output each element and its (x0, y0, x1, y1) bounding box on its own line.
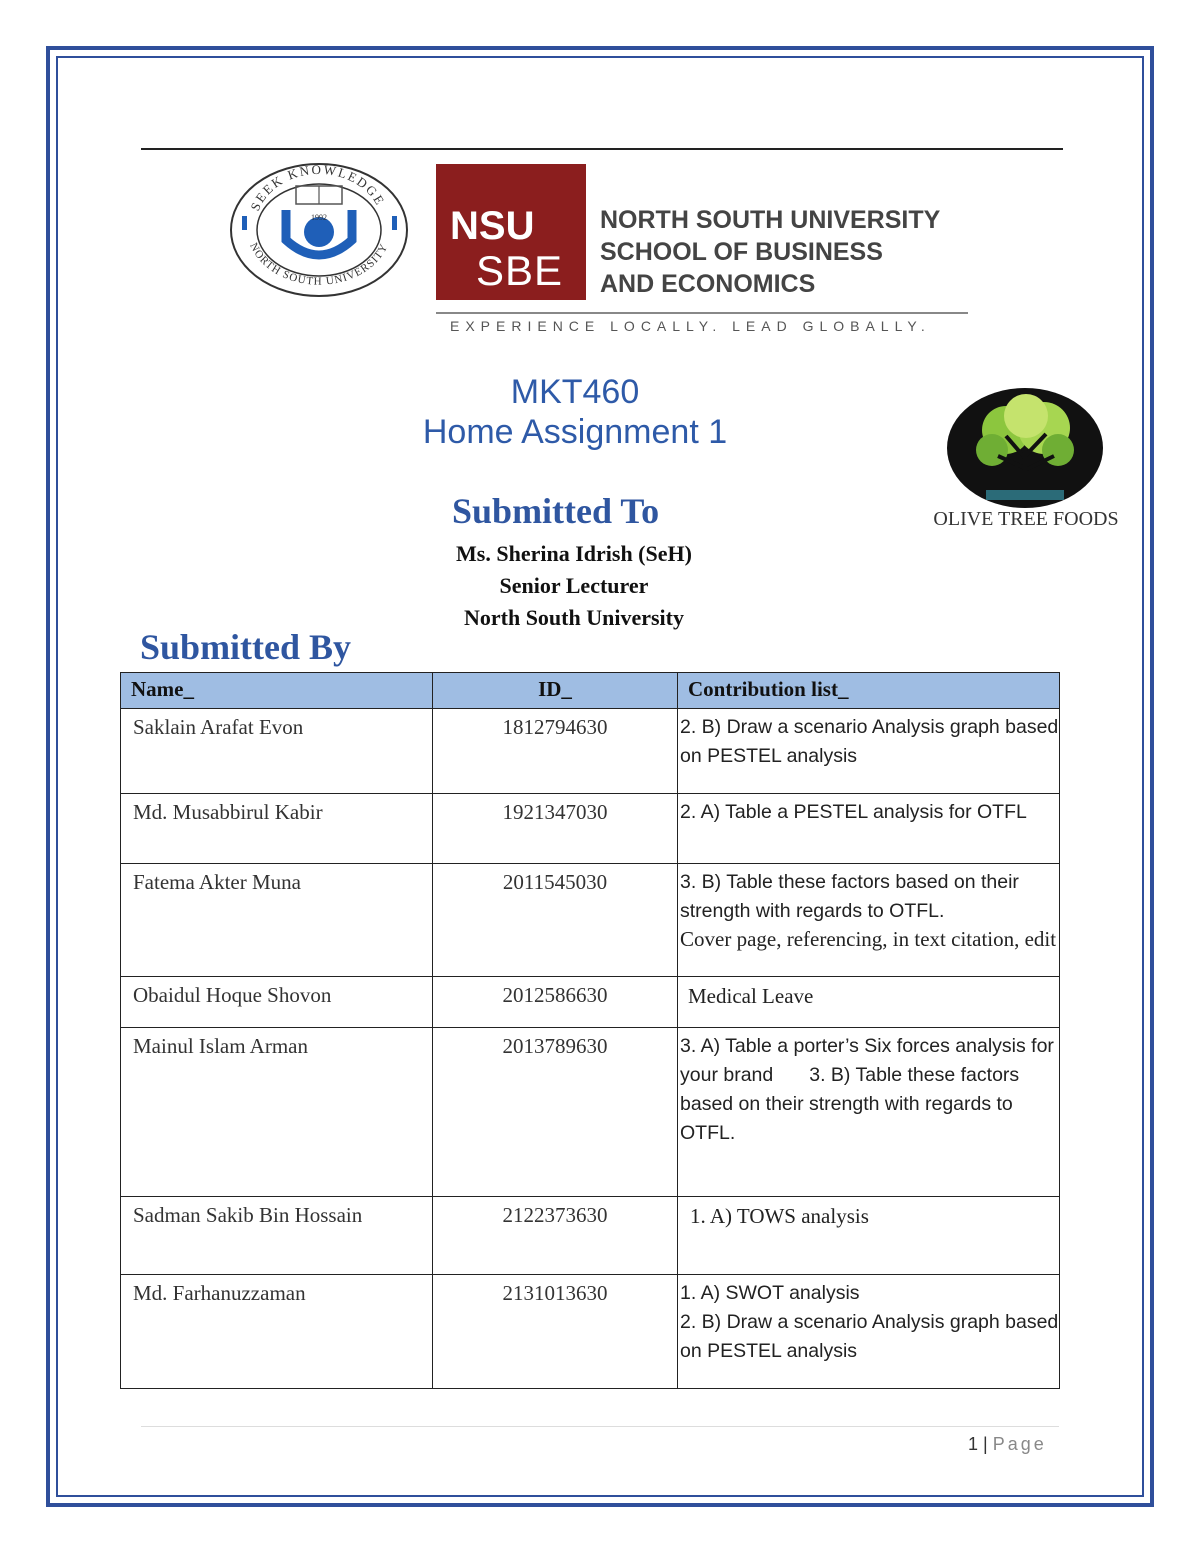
nsu-seal-logo (226, 160, 412, 300)
footer-rule (141, 1426, 1059, 1427)
member-id: 1921347030 (433, 794, 678, 864)
contribution-table (120, 672, 1060, 1389)
instructor-position: Senior Lecturer (499, 573, 649, 598)
contribution-line: Medical Leave (688, 984, 814, 1008)
member-name: Obaidul Hoque Shovon (121, 977, 433, 1028)
contribution-line: 2. A) Table a PESTEL analysis for OTFL (680, 801, 1027, 823)
page-number-value: 1 (968, 1434, 979, 1454)
instructor-institution: North South University (463, 605, 684, 630)
header-rule (141, 148, 1063, 150)
page-label: Page (992, 1434, 1047, 1454)
olive-tree-foods-label: OLIVE TREE FOODS (933, 508, 1119, 530)
olive-tree-logo (946, 386, 1104, 508)
tagline-rule (436, 312, 968, 314)
submitted-to-heading: Submitted To (452, 491, 660, 531)
member-id: 2012586630 (433, 977, 678, 1028)
document-title (420, 372, 730, 452)
member-id: 1812794630 (433, 709, 678, 794)
contribution-line: 3. A) Table a porter’s Six forces analysis for your brand (680, 1035, 1054, 1086)
school-line: AND ECONOMICS (600, 270, 816, 298)
table-row (121, 977, 1060, 1028)
school-name (600, 204, 940, 300)
contribution-line: 3. B) Table these factors based on their strength with regards to OTFL. (680, 1064, 1020, 1144)
column-header-name: Name_ (121, 673, 433, 709)
member-name: Mainul Islam Arman (121, 1028, 433, 1197)
member-name: Saklain Arafat Evon (121, 709, 433, 794)
contribution-line: 1. A) SWOT analysis (680, 1282, 860, 1304)
member-contribution (678, 709, 1060, 794)
svg-text:1992: 1992 (311, 213, 327, 222)
member-id: 2122373630 (433, 1197, 678, 1275)
member-contribution (678, 864, 1060, 977)
member-name: Md. Musabbirul Kabir (121, 794, 433, 864)
school-line: NORTH SOUTH UNIVERSITY (600, 206, 941, 234)
table-row (121, 864, 1060, 977)
table-header-row (121, 673, 1060, 709)
table-row (121, 709, 1060, 794)
page-separator: | (983, 1434, 988, 1454)
instructor-name: Ms. Sherina Idrish (SeH) (456, 541, 692, 566)
assignment-title: Home Assignment 1 (422, 413, 728, 451)
member-contribution (678, 1028, 1060, 1197)
member-name: Md. Farhanuzzaman (121, 1275, 433, 1389)
svg-text:NORTH SOUTH UNIVERSITY: NORTH SOUTH UNIVERSITY (247, 241, 391, 288)
table-row (121, 1028, 1060, 1197)
column-header-contribution: Contribution list_ (678, 673, 1060, 709)
table-row (121, 1197, 1060, 1275)
table-row (121, 1275, 1060, 1389)
instructor-block (404, 538, 744, 634)
tagline: EXPERIENCE LOCALLY. LEAD GLOBALLY. (450, 318, 931, 334)
member-contribution (678, 977, 1060, 1028)
contribution-line: 3. B) Table these factors based on their strength with regards to OTFL. (680, 871, 1019, 922)
table-row (121, 794, 1060, 864)
column-header-id: ID_ (433, 673, 678, 709)
member-contribution (678, 1197, 1060, 1275)
member-name: Sadman Sakib Bin Hossain (121, 1197, 433, 1275)
member-id: 2013789630 (433, 1028, 678, 1197)
contribution-line: 2. B) Draw a scenario Analysis graph based on PESTEL analysis (680, 716, 1059, 767)
page-number (968, 1434, 1047, 1455)
submitted-by-heading: Submitted By (140, 627, 352, 667)
member-id: 2011545030 (433, 864, 678, 977)
member-contribution (678, 1275, 1060, 1389)
contribution-line: 2. B) Draw a scenario Analysis graph based on PESTEL analysis (680, 1311, 1059, 1362)
contribution-line: 1. A) TOWS analysis (690, 1204, 869, 1228)
member-name: Fatema Akter Muna (121, 864, 433, 977)
sbe-mark: SBE (476, 247, 564, 294)
nsu-mark: NSU (450, 204, 535, 248)
svg-text:SEEK KNOWLEDGE: SEEK KNOWLEDGE (247, 161, 389, 213)
contribution-line: Cover page, referencing, in text citation, edit (680, 927, 1057, 951)
course-code: MKT460 (510, 373, 640, 411)
school-line: SCHOOL OF BUSINESS (600, 238, 883, 266)
nsu-sbe-logo (436, 164, 586, 300)
member-contribution (678, 794, 1060, 864)
member-id: 2131013630 (433, 1275, 678, 1389)
